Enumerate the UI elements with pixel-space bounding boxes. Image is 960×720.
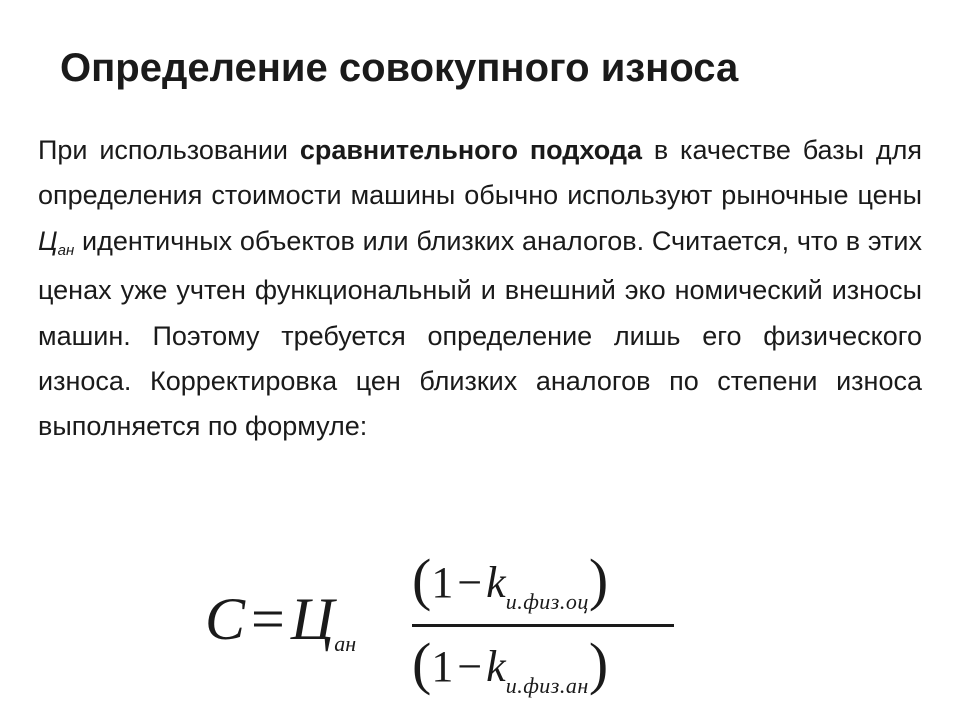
- formula-lhs: [205, 584, 356, 667]
- slide-title: Определение совокупного износа: [60, 46, 739, 90]
- denominator-one: 1: [431, 642, 454, 691]
- formula-numerator: [412, 542, 674, 626]
- numerator-one: 1: [431, 558, 454, 607]
- numerator-open-paren: (: [412, 547, 432, 612]
- formula-equals: =: [251, 586, 285, 652]
- numerator-minus: −: [457, 558, 483, 607]
- formula-fraction: [412, 540, 674, 700]
- formula-result-symbol: C: [205, 586, 246, 652]
- depreciation-formula: [205, 540, 685, 700]
- price-subscript: ан: [57, 241, 75, 259]
- paragraph-text-part2: в качестве базы для определения стоимости машины обычно используют рыночные цены: [38, 135, 922, 211]
- denominator-close-paren: ): [588, 631, 609, 696]
- paragraph-text-part1: При использовании: [38, 135, 300, 165]
- numerator-subscript: и.физ.оц: [505, 589, 589, 614]
- denominator-minus: −: [457, 642, 483, 691]
- formula-price-subscript: ан: [334, 631, 357, 656]
- bold-term: сравнительного подхода: [299, 135, 643, 165]
- paragraph-text-part3: идентичных объектов или близких аналогов. Считается, что в этих ценах уже учтен функциональный и внешний эко номический износы машин. Поэтому требуется определение лишь его физического износа. Корректировка цен близких аналогов по степени износа выполняется по формуле:: [38, 225, 922, 442]
- denominator-open-paren: (: [412, 631, 432, 696]
- formula-denominator: [412, 626, 674, 710]
- numerator-close-paren: ): [588, 547, 609, 612]
- formula-price-symbol: Ц: [290, 586, 335, 652]
- body-paragraph: [38, 128, 922, 450]
- numerator-k-symbol: k: [486, 558, 506, 607]
- denominator-k-symbol: k: [486, 642, 506, 691]
- denominator-subscript: и.физ.ан: [505, 673, 589, 698]
- price-symbol: Ц: [38, 225, 58, 256]
